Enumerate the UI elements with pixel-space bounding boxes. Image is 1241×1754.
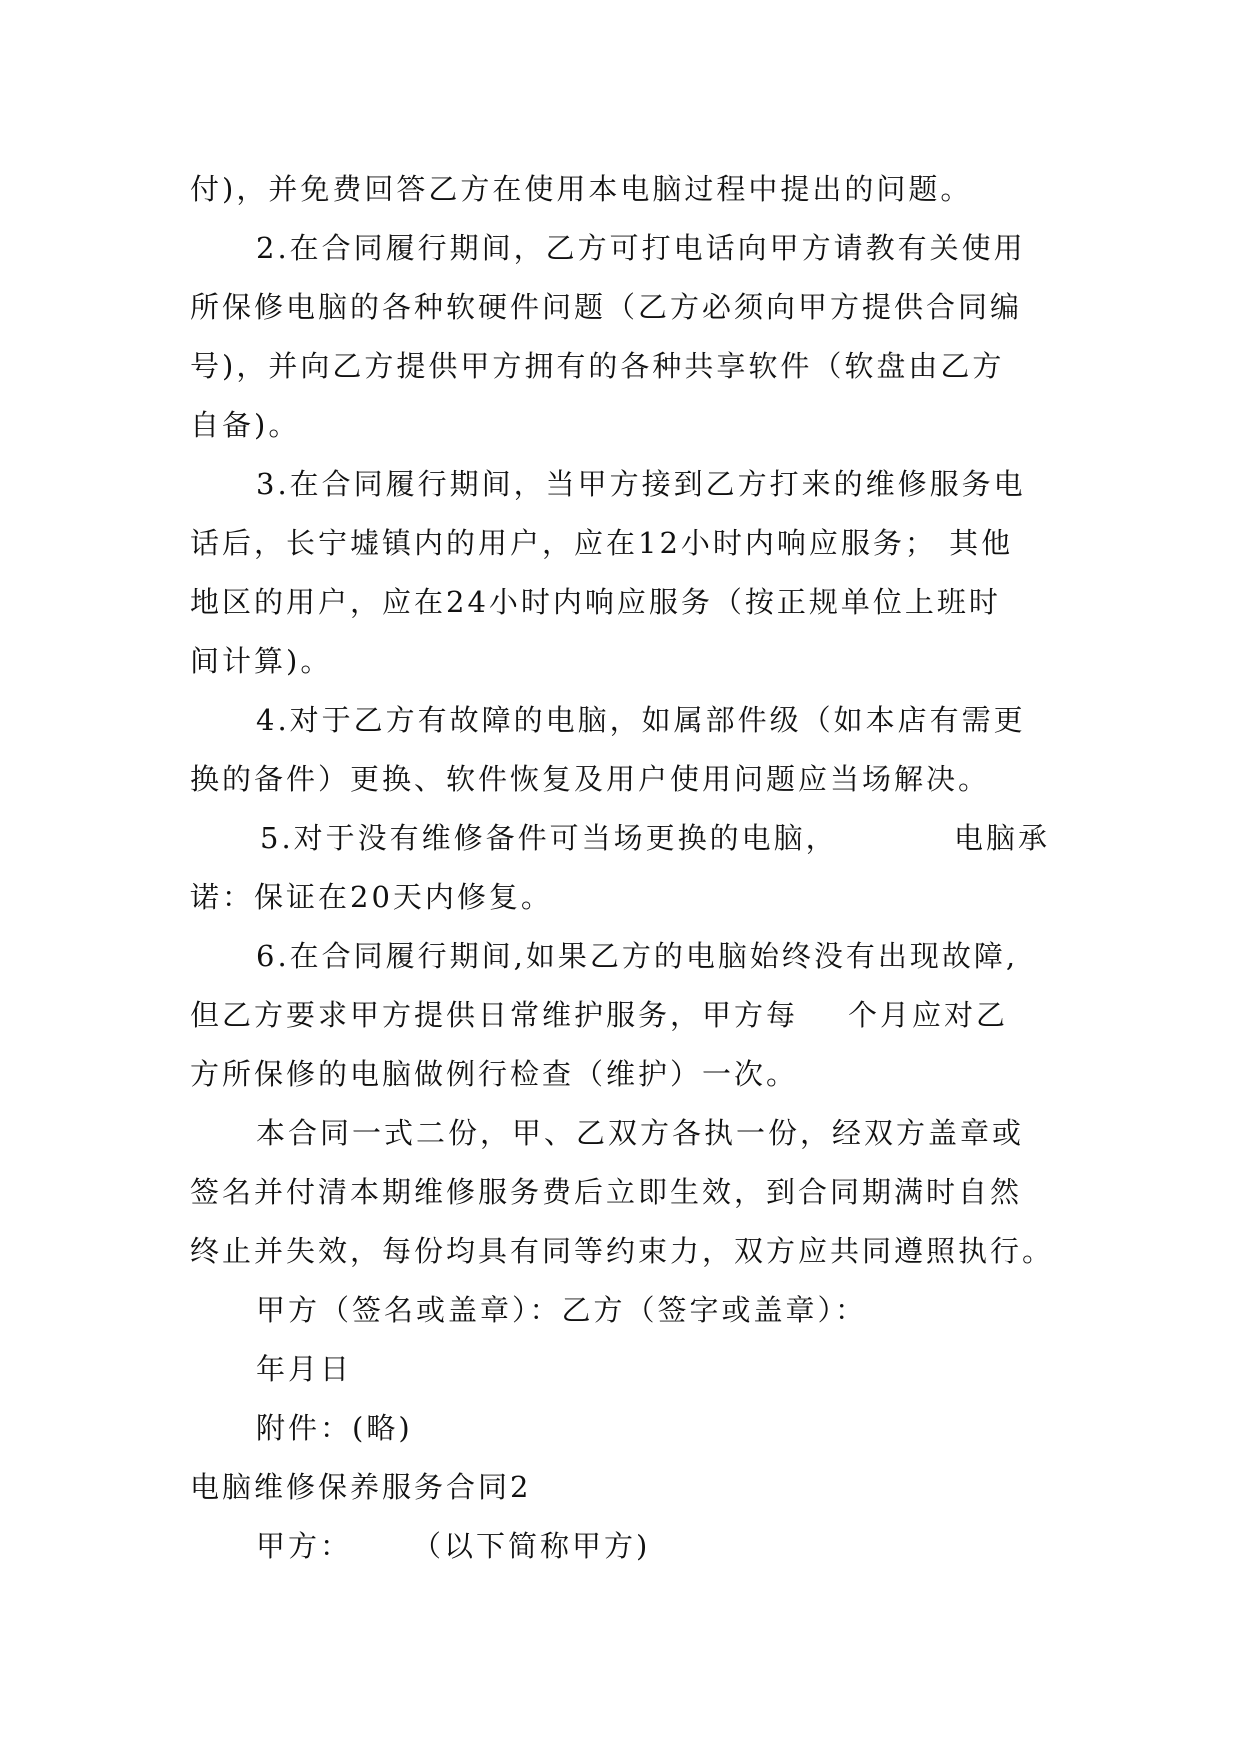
text-segment: 甲方： xyxy=(256,1529,353,1563)
text-line: 付)，并免费回答乙方在使用本电脑过程中提出的问题。 xyxy=(190,172,973,206)
text-segment: 5.对于没有维修备件可当场更换的电脑， xyxy=(260,821,838,855)
text-line xyxy=(190,1517,1050,1576)
section-title: 电脑维修保养服务合同2 xyxy=(190,1470,532,1504)
text-line: 间计算)。 xyxy=(190,644,333,678)
text-line: 4.对于乙方有故障的电脑，如属部件级（如本店有需更 xyxy=(256,703,1026,737)
text-line xyxy=(190,809,1050,868)
text-line: 自备)。 xyxy=(190,408,301,442)
text-line: 换的备件）更换、软件恢复及用户使用问题应当场解决。 xyxy=(190,762,991,796)
text-segment: 但乙方要求甲方提供日常维护服务，甲方每 xyxy=(190,998,799,1032)
text-line: 所保修电脑的各种软硬件问题（乙方必须向甲方提供合同编 xyxy=(190,290,1023,324)
text-segment: 个月应对乙 xyxy=(848,998,1009,1032)
text-line: 签名并付清本期维修服务费后立即生效，到合同期满时自然 xyxy=(190,1175,1023,1209)
text-line: 2.在合同履行期间，乙方可打电话向甲方请教有关使用 xyxy=(256,231,1026,265)
text-line: 3.在合同履行期间，当甲方接到乙方打来的维修服务电 xyxy=(256,467,1026,501)
text-line: 甲方（签名或盖章）：乙方（签字或盖章）： xyxy=(256,1293,868,1327)
text-segment: （以下简称甲方) xyxy=(412,1529,651,1563)
text-line: 附件：(略) xyxy=(256,1411,413,1445)
text-line: 本合同一式二份，甲、乙双方各执一份，经双方盖章或 xyxy=(256,1116,1025,1150)
text-line: 年月日 xyxy=(256,1352,353,1386)
text-line: 诺：保证在20天内修复。 xyxy=(190,880,553,914)
text-line: 6.在合同履行期间,如果乙方的电脑始终没有出现故障, xyxy=(256,939,1019,973)
text-line: 号)，并向乙方提供甲方拥有的各种共享软件（软盘由乙方 xyxy=(190,349,1005,383)
text-line: 终止并失效，每份均具有同等约束力，双方应共同遵照执行。 xyxy=(190,1234,1055,1268)
text-line: 方所保修的电脑做例行检查（维护）一次。 xyxy=(190,1057,799,1091)
text-segment: 电脑承 xyxy=(953,821,1050,855)
text-line xyxy=(190,986,1050,1045)
text-line: 话后，长宁墟镇内的用户，应在12小时内响应服务； 其他 xyxy=(190,526,1014,560)
text-line: 地区的用户，应在24小时内响应服务（按正规单位上班时 xyxy=(190,585,1001,619)
document-body xyxy=(190,160,1055,1576)
